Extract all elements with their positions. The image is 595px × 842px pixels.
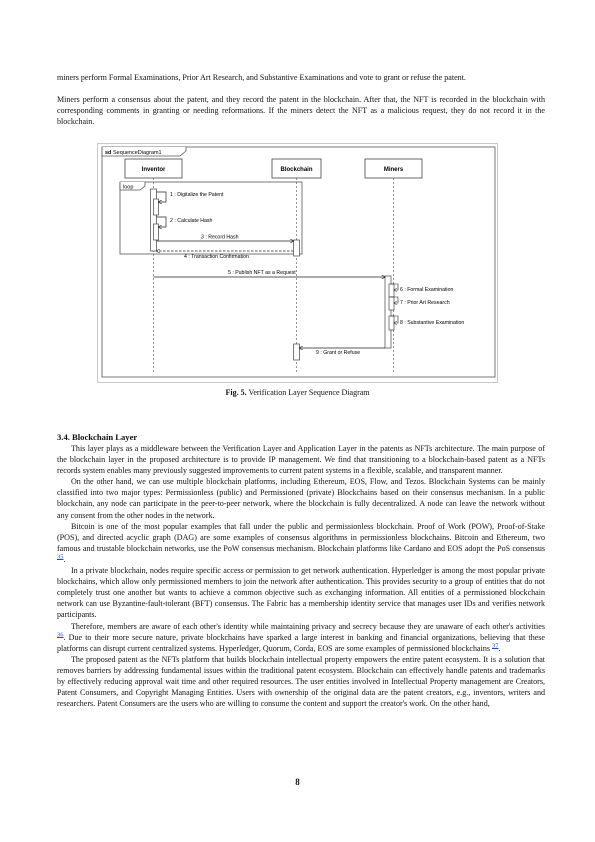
section-body bbox=[57, 443, 545, 709]
intro-paragraph-2: Miners perform a consensus about the patent, and they record the patent in the blockchain. After that, the NFT is recorded in the blockchain with corresponding comments in granting or needing reformations. If the miners detect the NFT as a malicious request, they do not record it in the blockchain. bbox=[57, 95, 545, 127]
lifeline-label-inventor: Inventor bbox=[141, 167, 166, 173]
loop-label: loop bbox=[123, 184, 134, 191]
section-paragraph-5-end: . bbox=[498, 643, 501, 653]
message-8-label: 8 : Substantive Examination bbox=[400, 320, 465, 326]
section-paragraph-5-text-b: . Due to their more secure nature, private blockchains have sparked a large interest in banking and financial organizations, believing that these platforms can disrupt current centralized systems. Hyperledger, Quorum, Corda, EOS are some examples of permissioned blockchains bbox=[57, 632, 545, 653]
page-number: 8 bbox=[295, 777, 300, 787]
section-paragraph-4: In a private blockchain, nodes require specific access or permission to get network authentication. Hyperledger is among the most popular private blockchains, which allow only permissioned members to join the network after authentication. This provides security to a group of entities that do not completely trust one another but wants to achieve a common objective such as exchanging information. All entities of a permissioned blockchain network can use Byzantine-fault-tolerant (BFT) consensus. The Fabric has a membership identity service that manages user IDs and verifies network participants. bbox=[57, 566, 545, 620]
lifeline-label-blockchain: Blockchain bbox=[280, 167, 313, 173]
activation-inventor-self-2 bbox=[154, 224, 159, 240]
activation-inventor bbox=[151, 189, 157, 251]
sequence-diagram-figure bbox=[97, 143, 498, 383]
section-paragraph-1: This layer plays as a middleware between the Verification Layer and Application Layer in the patents as NFTs architecture. The main purpose of the blockchain layer in the proposed architecture is to provide IP management. We find that transitioning to a blockchain-based patent as a NFTs records system enables many previously suggested improvements to current patent systems in a flexible, scalable, and transparent manner. bbox=[57, 444, 545, 476]
citation-37[interactable]: 37 bbox=[491, 642, 499, 650]
section-paragraph-3-text: Bitcoin is one of the most popular examples that fall under the public and permissionless blockchain. Proof of Work (POW), Proof-of-Stake (POS), and directed acyclic graph (DAG) are some examples of consensus algorithms in permissionless blockchains. Bitcoin and Ethereum, two famous and trustable blockchain networks, use the PoW consensus mechanism. Blockchain platforms like Cardano and EOS adopt the PoS consensus bbox=[57, 521, 545, 553]
activation-blockchain-1 bbox=[294, 240, 300, 256]
activation-inventor-self-1 bbox=[154, 199, 159, 215]
sequence-diagram bbox=[98, 144, 497, 382]
message-9-label: 9 : Grant or Refuse bbox=[316, 350, 361, 356]
section-paragraph-6: The proposed patent as the NFTs platform that builds blockchain intellectual property empowers the entire patent ecosystem. It is a solution that removes barriers by addressing fundamental issues within the traditional patent ecosystem. Blockchain can effectively handle patents and trademarks by effectively reducing approval wait time and other required resources. The user entities involved in Intellectual Property management are Creators, Patent Consumers, and Copyright Managing Entities. Users with ownership of the original data are the patent creators, e.g., inventors, writers and researchers. Patent Consumers are the users who are willing to consume the content and support the creator's work. On the other hand, bbox=[57, 654, 545, 709]
message-3-label: 3 : Record Hash bbox=[201, 234, 239, 241]
frame-prefix: sd bbox=[105, 150, 112, 156]
figure-caption-text: Verification Layer Sequence Diagram bbox=[246, 388, 370, 397]
message-6-label: 6 : Formal Examination bbox=[400, 287, 454, 293]
citation-35[interactable]: 35 bbox=[57, 553, 64, 561]
frame-label: SequenceDiagram1 bbox=[113, 150, 162, 156]
message-4-label: 4 : Transaction Confirmation bbox=[184, 254, 249, 260]
figure-caption-label: Fig. 5. bbox=[225, 388, 247, 397]
message-2-label: 2 : Calculate Hash bbox=[170, 218, 213, 224]
lifeline-label-miners: Miners bbox=[383, 167, 404, 173]
section-paragraph-5-text-a: Therefore, members are aware of each other's identity while maintaining privacy and secrecy because they are unaware of each other's activities bbox=[71, 621, 545, 631]
section-paragraph-5 bbox=[57, 621, 545, 654]
section-paragraph-3-end: . bbox=[63, 554, 66, 564]
section-title: 3.4. Blockchain Layer bbox=[57, 432, 138, 442]
citation-36[interactable]: 36 bbox=[57, 630, 64, 638]
activation-blockchain-2 bbox=[294, 344, 300, 360]
intro-paragraph-1: miners perform Formal Examinations, Prior Art Research, and Substantive Examinations and vote to grant or refuse the patent. bbox=[57, 73, 466, 82]
figure-caption bbox=[0, 388, 595, 397]
section-paragraph-3 bbox=[57, 521, 545, 565]
message-5-label: 5 : Publish NFT as a Request bbox=[228, 270, 296, 276]
message-7-label: 7 : Prior Art Research bbox=[400, 300, 450, 306]
diagram-frame bbox=[102, 147, 495, 377]
section-paragraph-2: On the other hand, we can use multiple blockchain platforms, including Ethereum, EOS, Flow, and Tezos. Blockchain Systems can be mainly classified into two major types: Permissionless (public) and Permissioned (private) Blockchains based on their consensus mechanism. In a public blockchain, any node can participate in the peer-to-peer network, where the blockchain is fully decentralized. A node can leave the network without any consent from the other nodes in the network. bbox=[57, 477, 545, 520]
message-1-label: 1 : Digitalize the Patent bbox=[170, 192, 224, 198]
